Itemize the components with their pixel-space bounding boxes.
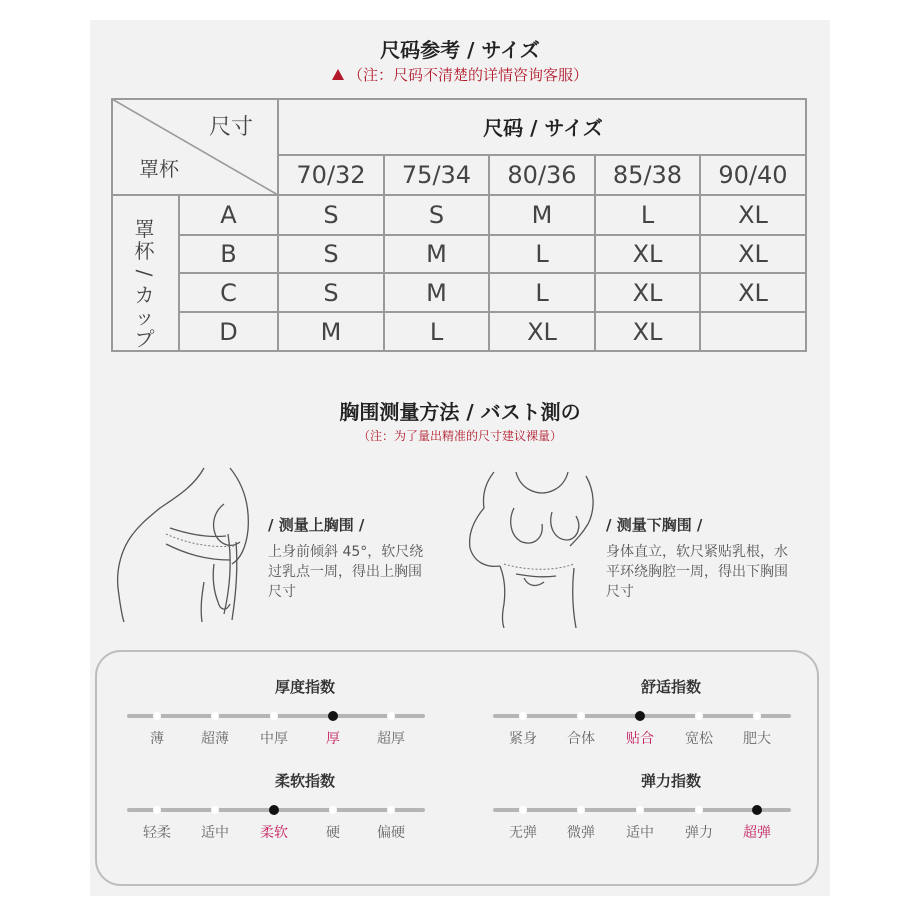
index-dot [695, 712, 703, 720]
index-option-label: 厚 [326, 731, 340, 747]
index-title: 舒适指数 [640, 678, 701, 696]
corner-cup-label: 罩杯 [139, 156, 179, 181]
cup-label: C [220, 278, 237, 307]
size-value-cell: XL [738, 201, 768, 229]
size-guide-title: 尺码参考 / サイズ [380, 38, 540, 62]
cup-axis-char: カ [134, 283, 155, 307]
cup-axis-label [111, 216, 178, 352]
size-header: 尺码 / サイズ [483, 115, 603, 140]
size-value-cell: XL [738, 278, 768, 307]
upper-bust-label: / 测量上胸围 / [268, 516, 365, 534]
index-option-label: 柔软 [260, 825, 288, 841]
size-value-cell: XL [632, 317, 663, 346]
size-column-header: 85/38 [612, 161, 683, 189]
size-value-cell: XL [632, 240, 663, 268]
size-column-header: 80/36 [507, 161, 577, 189]
index-option-label: 紧身 [509, 731, 537, 747]
size-guide-panel [90, 20, 830, 896]
index-option-label: 合体 [567, 731, 595, 747]
size-value-cell: L [640, 201, 655, 229]
index-dot [577, 806, 585, 814]
index-option-label: 中厚 [260, 731, 288, 747]
upper-bust-illustration-icon [108, 464, 268, 624]
upper-bust-description: 上身前倾斜 45°，软尺绕 过乳点一周，得出上胸围 尺寸 [268, 544, 424, 600]
size-value-cell [701, 313, 805, 350]
index-selected-dot [269, 805, 279, 815]
cup-axis-char: ッ [134, 305, 155, 329]
index-option-label: 微弹 [567, 825, 595, 841]
size-value-cell: XL [527, 317, 557, 346]
size-value-cell: M [426, 240, 447, 268]
index-title: 厚度指数 [274, 678, 335, 696]
index-option-label: 宽松 [685, 731, 713, 747]
size-value-cell: S [323, 201, 339, 229]
cup-label: B [220, 240, 237, 268]
index-option-label: 偏硬 [377, 825, 405, 841]
size-value-cell: S [428, 201, 445, 229]
size-value-cell: XL [738, 240, 768, 268]
index-option-label: 超厚 [377, 731, 405, 747]
index-option-label: 肥大 [743, 731, 771, 747]
index-title: 柔软指数 [274, 772, 335, 790]
cup-axis-char: 罩 [134, 217, 155, 241]
index-selected-dot [635, 711, 645, 721]
index-dot [519, 712, 527, 720]
index-scale-track [127, 808, 425, 812]
index-scale-track [493, 714, 791, 718]
index-dot [211, 712, 219, 720]
cup-axis-char: 杯 [134, 239, 155, 263]
size-value-cell: L [535, 240, 549, 268]
index-dot [577, 712, 585, 720]
index-option-label: 无弹 [509, 825, 537, 841]
cup-axis-char: / [132, 269, 157, 277]
size-column-header: 70/32 [296, 161, 366, 189]
index-option-label: 弹力 [685, 825, 713, 841]
index-dot [519, 806, 527, 814]
index-dot [753, 712, 761, 720]
size-value-cell: S [323, 240, 339, 268]
size-value-cell: M [426, 278, 447, 307]
lower-bust-illustration-icon [464, 468, 614, 628]
size-value-cell: M [320, 317, 342, 346]
index-option-label: 硬 [326, 825, 340, 841]
cup-label: A [220, 201, 237, 229]
size-value-cell: S [323, 278, 339, 307]
index-title: 弹力指数 [640, 772, 701, 790]
lower-bust-description: 身体直立，软尺紧贴乳根，水 平环绕胸腔一周，得出下胸围 尺寸 [606, 544, 788, 600]
index-dot [153, 806, 161, 814]
measure-title: 胸围测量方法 / バスト測の [339, 400, 581, 424]
index-option-label: 超弹 [743, 825, 771, 841]
corner-size-label: 尺寸 [208, 114, 253, 140]
index-option-label: 轻柔 [143, 825, 171, 841]
index-dot [329, 806, 337, 814]
index-dot [636, 806, 644, 814]
index-dot [153, 712, 161, 720]
index-dot [387, 712, 395, 720]
cup-label: D [219, 317, 238, 346]
index-dot [270, 712, 278, 720]
index-option-label: 适中 [201, 825, 229, 841]
size-value-cell: M [531, 201, 553, 229]
product-indices-box [95, 650, 819, 886]
size-value-cell: L [429, 317, 444, 346]
size-value-cell: XL [632, 278, 663, 307]
cup-axis-char: プ [134, 327, 155, 351]
index-option-label: 超薄 [201, 731, 229, 747]
warning-triangle-icon [332, 69, 344, 80]
index-scale-track [127, 714, 425, 718]
size-table [111, 98, 807, 352]
index-option-label: 适中 [626, 825, 654, 841]
lower-bust-label: / 测量下胸围 / [606, 516, 703, 534]
size-value-cell: L [535, 278, 549, 307]
index-selected-dot [328, 711, 338, 721]
index-selected-dot [752, 805, 762, 815]
index-option-label: 贴合 [626, 731, 654, 747]
size-column-header: 75/34 [401, 161, 472, 189]
index-dot [211, 806, 219, 814]
index-dot [387, 806, 395, 814]
index-dot [695, 806, 703, 814]
size-guide-note: （注：尺码不清楚的详情咨询客服） [90, 64, 830, 85]
index-option-label: 薄 [150, 731, 164, 747]
index-scale-track [493, 808, 791, 812]
size-column-header: 90/40 [718, 161, 788, 189]
measure-note: （注：为了量出精准的尺寸建议裸量） [357, 429, 562, 443]
